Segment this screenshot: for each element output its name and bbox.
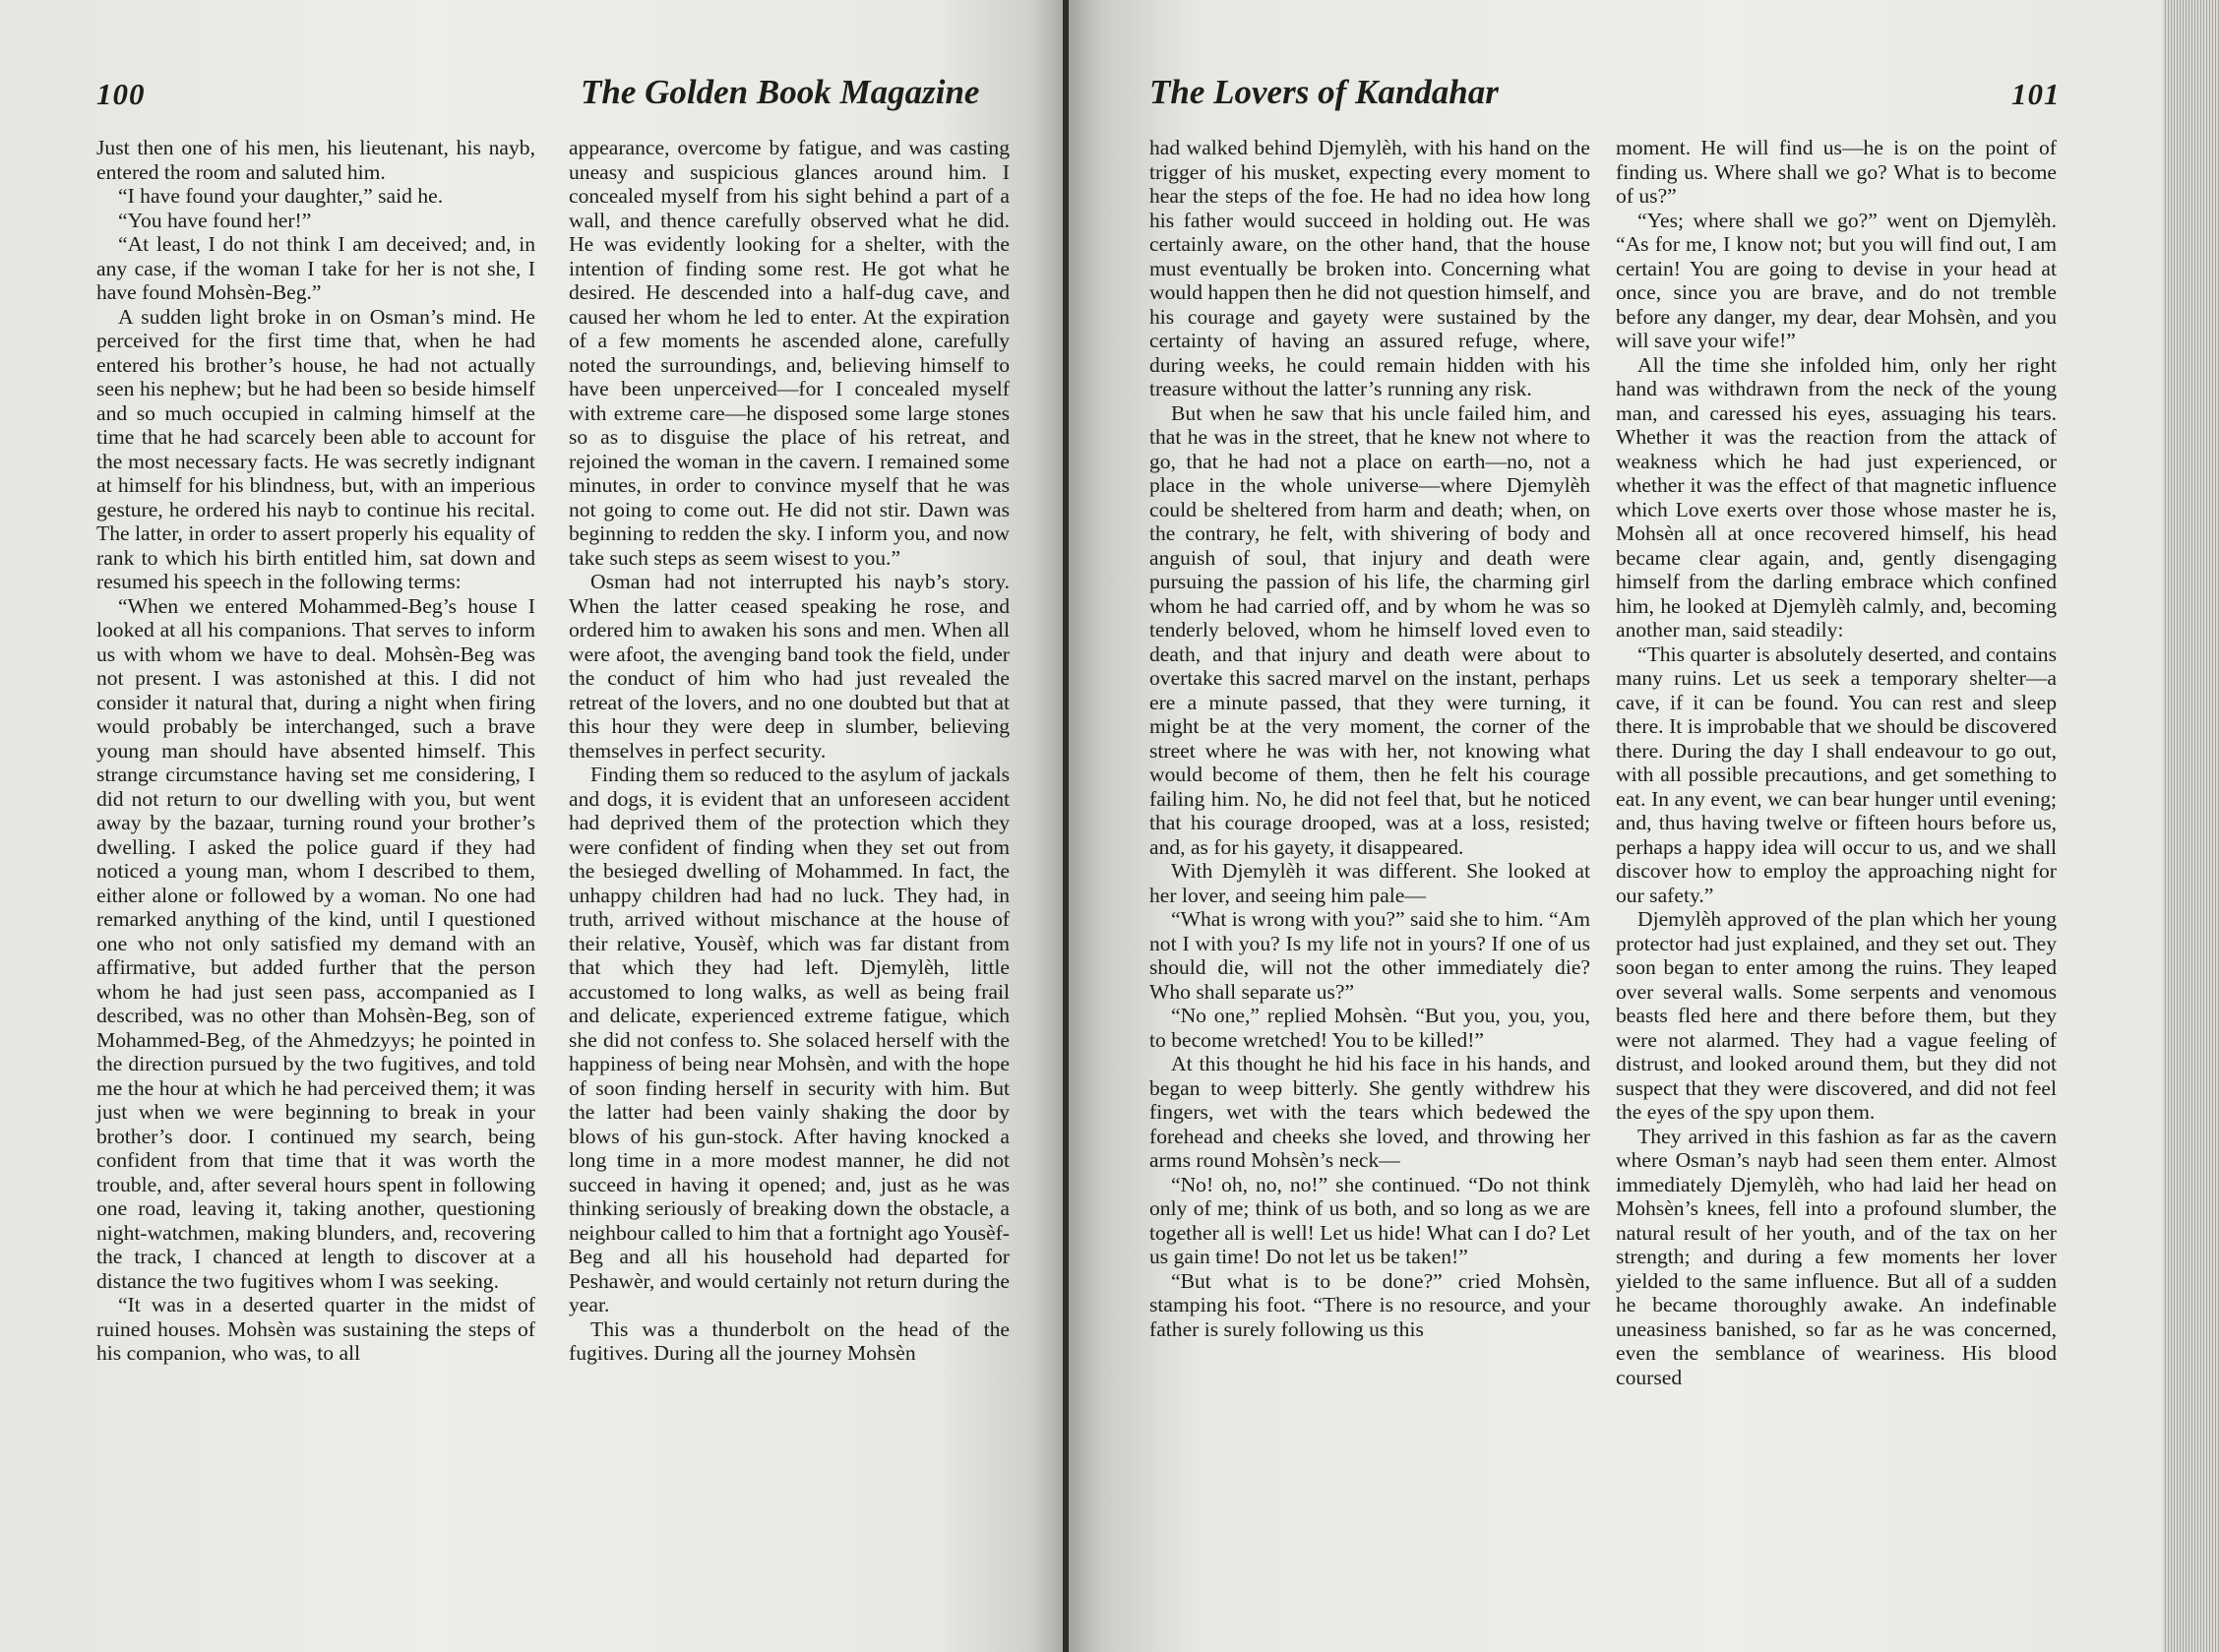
paragraph: “No! oh, no, no!” she continued. “Do not think only of me; think of us both, and so long as we are together all is well! Let us hide! What can I do? Let us gain time! Do not let us be taken!”: [1149, 1172, 1590, 1268]
paragraph: Finding them so reduced to the asylum of jackals and dogs, it is evident that an unforeseen accident had deprived them of the protection which they were confident of finding when they set out from the besieged dwelling of Mohammed. In fact, the unhappy children had had no luck. They had, in truth, arrived without mischance at the house of their relative, Yousèf, which was far distant from that which they had left. Djemylèh, little accustomed to long walks, as well as being frail and delicate, experienced extreme fatigue, which she did not confess to. She solaced herself with the happiness of being near Mohsèn, and with the hope of soon finding herself in security with him. But the latter had been vainly shaking the door by blows of his gun-stock. After having knocked a long time in a more modest manner, he did not succeed in having it opened; and, just as he was thinking seriously of breaking down the obstacle, a neighbour called to him that a fortnight ago Yousèf-Beg and all his household had departed for Peshawèr, and would certainly not return during the year.: [569, 763, 1010, 1316]
paragraph: With Djemylèh it was different. She looked at her lover, and seeing him pale—: [1149, 859, 1590, 907]
paragraph: had walked behind Djemylèh, with his hand on the trigger of his musket, expecting every moment to hear the steps of the foe. He had no idea how long his father would succeed in holding out. He was certainly aware, on the other hand, that the house must eventually be broken into. Concerning what would happen then he did not question himself, and his courage and gayety were sustained by the certainty of having an assured refuge, where, during weeks, he could remain hidden with his treasure without the latter’s running any risk.: [1149, 136, 1590, 400]
text-column: [569, 136, 1010, 1366]
paragraph: Djemylèh approved of the plan which her young protector had just explained, and they set out. They soon began to enter among the ruins. They leaped over several walls. Some serpents and venomous beasts fled here and there before them, but they were not alarmed. They had a vague feeling of distrust, and looked around them, but they did not suspect that they were discovered, and did not feel the eyes of the spy upon them.: [1616, 907, 2057, 1124]
page-number: 100: [96, 77, 146, 111]
paragraph: “This quarter is absolutely deserted, and contains many ruins. Let us seek a temporary shelter—a cave, if it can be found. You can rest and sleep there. It is improbable that we should be discovered there. During the day I shall endeavour to go out, with all possible precautions, and get something to eat. In any event, we can bear hunger until evening; and, thus having twelve or fifteen hours before us, perhaps a happy idea will occur to us, and we shall discover how to employ the approaching night for our safety.”: [1616, 642, 2057, 907]
paragraph: They arrived in this fashion as far as the cavern where Osman’s nayb had seen them enter. Almost immediately Djemylèh, who had laid her head on Mohsèn’s knees, fell into a profound slumber, the natural result of her youth, and of the tax on her strength; and during a few moments her lover yielded to the same influence. But all of a sudden he became thoroughly awake. An indefinable uneasiness banished, so far as he was concerned, even the semblance of weariness. His blood coursed: [1616, 1124, 2057, 1389]
text-column: [96, 136, 535, 1366]
text-column: [1616, 136, 2057, 1389]
page-number: 101: [2011, 77, 2061, 111]
running-head: The Lovers of Kandahar: [1149, 73, 1499, 111]
left-page: [0, 0, 1065, 1652]
running-head: The Golden Book Magazine: [581, 73, 980, 111]
paragraph: All the time she infolded him, only her right hand was withdrawn from the neck of the young man, and caressed his eyes, assuaging his tears. Whether it was the reaction from the attack of weakness which he had just experienced, or whether it was the effect of that magnetic influence which Love exerts over those whose master he is, Mohsèn all at once recovered himself, his head became clear again, and, gently disengaging himself from the darling embrace which confined him, he looked at Djemylèh calmly, and, becoming another man, said steadily:: [1616, 352, 2057, 642]
paragraph: moment. He will find us—he is on the point of finding us. Where shall we go? What is to become of us?”: [1616, 136, 2057, 208]
paragraph: At this thought he hid his face in his hands, and began to weep bitterly. She gently withdrew his fingers, wet with the tears which bedewed the forehead and cheeks she loved, and throwing her arms round Mohsèn’s neck—: [1149, 1052, 1590, 1172]
paragraph: “You have found her!”: [118, 208, 312, 232]
paragraph: Osman had not interrupted his nayb’s story. When the latter ceased speaking he rose, and ordered him to awaken his sons and men. When all were afoot, the avenging band took the field, under the conduct of him who had just revealed the retreat of the lovers, and no one doubted but that at this hour they were deep in slumber, believing themselves in perfect security.: [569, 570, 1010, 763]
text-column: [1149, 136, 1590, 1341]
paragraph: “Yes; where shall we go?” went on Djemylèh. “As for me, I know not; but you will find out, I am certain! You are going to devise in your head at once, since you are brave, and do not tremble before any danger, my dear, dear Mohsèn, and you will save your wife!”: [1616, 208, 2057, 352]
paragraph: But when he saw that his uncle failed him, and that he was in the street, that he knew not where to go, that he had not a place on earth—no, not a place in the whole universe—where Djemylèh could be sheltered from harm and death; when, on the contrary, he felt, with shivering of body and anguish of soul, that injury and death were pursuing the passion of his life, the charming girl whom he had carried off, and by whom he was so tenderly beloved, whom he himself loved even to death, and that injury and death were about to overtake this sacred marvel on the instant, perhaps ere a minute passed, that they were turning, it might be at the very moment, the corner of the street where he was with her, not knowing what would become of them, then he felt his courage failing him. No, he did not feel that, but he noticed that his courage drooped, was at a loss, resisted; and, as for his gayety, it disappeared.: [1149, 400, 1590, 859]
paragraph: A sudden light broke in on Osman’s mind. He perceived for the first time that, when he had entered his brother’s house, he had not actually seen his nephew; but he had been so beside himself and so much occupied in calming himself at the time that he had scarcely been able to account for the most necessary facts. He was secretly indignant at himself for his blindness, but, with an imperious gesture, he ordered his nayb to continue his recital. The latter, in order to assert properly his equality of rank to which his birth entitled him, sat down and resumed his speech in the following terms:: [96, 304, 535, 593]
page-edges: [2163, 0, 2220, 1652]
paragraph: “But what is to be done?” cried Mohsèn, stamping his foot. “There is no resource, and your father is surely following us this: [1149, 1268, 1590, 1341]
paragraph: “When we entered Mohammed-Beg’s house I looked at all his companions. That serves to inform us with whom we have to deal. Mohsèn-Beg was not present. I was astonished at this. I did not consider it natural that, during a night when firing would probably be interchanged, such a brave young man should have absented himself. This strange circumstance having set me considering, I did not return to our dwelling with you, but went away by the bazaar, turning round your brother’s dwelling. I asked the police guard if they had noticed a young man, whom I described to them, either alone or followed by a woman. No one had remarked anything of the kind, until I questioned one who not only satisfied my demand with an affirmative, but added further that the person whom he had just seen pass, accompanied as I described, was no other than Mohsèn-Beg, son of Mohammed-Beg, of the Ahmedzyys; he pointed in the direction pursued by the two fugitives, and told me the hour at which he had perceived them; it was just when we were beginning to break in your brother’s door. I continued my search, being confident from that time that it was worth the trouble, and, after several hours spent in following one road, leaving it, taking another, questioning night-watchmen, making blunders, and, recovering the track, I chanced at length to discover at a distance the two fugitives whom I was seeking.: [96, 593, 535, 1293]
paragraph: appearance, overcome by fatigue, and was casting uneasy and suspicious glances around him. I concealed myself from his sight behind a part of a wall, and thence carefully observed what he did. He was evidently looking for a shelter, with the intention of finding some rest. He got what he desired. He descended into a half-dug cave, and caused her whom he led to enter. At the expiration of a few moments he ascended alone, carefully noted the surroundings, and, believing himself to have been unperceived—for I concealed myself with extreme care—he disposed some large stones so as to disguise the place of his retreat, and rejoined the woman in the cavern. I remained some minutes, in order to convince myself that he was not going to come out. He did not stir. Dawn was beginning to redden the sky. I inform you, and now take such steps as seem wisest to you.”: [569, 136, 1010, 570]
paragraph: This was a thunderbolt on the head of the fugitives. During all the journey Mohsèn: [569, 1316, 1010, 1365]
paragraph: “No one,” replied Mohsèn. “But you, you, you, to become wretched! You to be killed!”: [1149, 1004, 1590, 1052]
paragraph: “I have found your daughter,” said he.: [118, 184, 444, 208]
right-page: [1069, 0, 2163, 1652]
paragraph: “What is wrong with you?” said she to him. “Am not I with you? Is my life not in yours? If one of us should die, will not the other immediately die? Who shall separate us?”: [1149, 907, 1590, 1004]
paragraph: “At least, I do not think I am deceived; and, in any case, if the woman I take for her is not she, I have found Mohsèn-Beg.”: [96, 232, 535, 304]
paragraph: “It was in a deserted quarter in the midst of ruined houses. Mohsèn was sustaining the steps of his companion, who was, to all: [96, 1293, 535, 1365]
paragraph: Just then one of his men, his lieutenant, his nayb, entered the room and saluted him.: [96, 136, 535, 184]
